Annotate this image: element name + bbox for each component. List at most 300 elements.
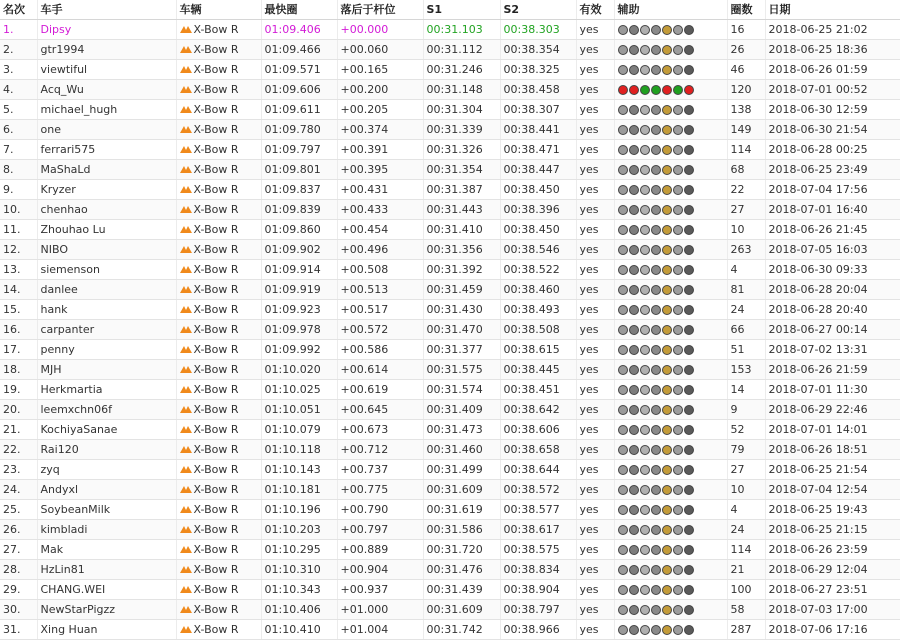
date-cell: 2018-07-03 17:00 [765, 600, 900, 620]
line-icon [673, 25, 683, 35]
driver-cell[interactable]: Rai120 [37, 440, 176, 460]
car-name: X-Bow R [193, 43, 239, 56]
driver-cell[interactable]: Andyxl [37, 480, 176, 500]
gear-icon [651, 205, 661, 215]
tc-icon [629, 65, 639, 75]
laps-cell: 24 [727, 520, 765, 540]
table-row[interactable] [0, 480, 900, 500]
abs-icon [618, 505, 628, 515]
driver-cell[interactable]: Zhouhao Lu [37, 220, 176, 240]
date-cell: 2018-06-27 23:51 [765, 580, 900, 600]
col-header-valid[interactable]: 有效 [576, 0, 614, 20]
abs-icon [618, 465, 628, 475]
valid-cell: yes [576, 280, 614, 300]
col-header-rank[interactable]: 名次 [0, 0, 37, 20]
damage-icon [684, 45, 694, 55]
tc-icon [629, 505, 639, 515]
ktm-logo-icon [180, 65, 192, 74]
table-row[interactable] [0, 160, 900, 180]
driver-cell[interactable]: siemenson [37, 260, 176, 280]
date-cell: 2018-06-28 20:04 [765, 280, 900, 300]
line-icon [673, 165, 683, 175]
driver-cell[interactable]: hank [37, 300, 176, 320]
driver-cell[interactable]: HzLin81 [37, 560, 176, 580]
abs-icon [618, 605, 628, 615]
s1-cell: 00:31.720 [423, 540, 500, 560]
best-lap-cell: 01:09.571 [261, 60, 337, 80]
table-row[interactable] [0, 340, 900, 360]
car-name: X-Bow R [193, 363, 239, 376]
table-row[interactable] [0, 100, 900, 120]
line-icon [673, 485, 683, 495]
assist-cell [614, 420, 727, 440]
car-name: X-Bow R [193, 523, 239, 536]
autoclutch-icon [662, 205, 672, 215]
valid-cell: yes [576, 200, 614, 220]
laps-cell: 149 [727, 120, 765, 140]
line-icon [673, 405, 683, 415]
best-lap-cell: 01:10.295 [261, 540, 337, 560]
stability-icon [640, 505, 650, 515]
stability-icon [640, 25, 650, 35]
abs-icon [618, 405, 628, 415]
gap-cell: +00.586 [337, 340, 423, 360]
car-cell [176, 100, 261, 120]
tc-icon [629, 585, 639, 595]
assist-cell [614, 140, 727, 160]
stability-icon [640, 285, 650, 295]
laps-cell: 22 [727, 180, 765, 200]
s2-cell: 00:38.797 [500, 600, 576, 620]
line-icon [673, 505, 683, 515]
line-icon [673, 465, 683, 475]
date-cell: 2018-06-25 21:54 [765, 460, 900, 480]
driver-cell[interactable]: penny [37, 340, 176, 360]
rank-cell: 17. [0, 340, 37, 360]
assist-icons [618, 465, 694, 475]
assist-cell [614, 380, 727, 400]
date-cell: 2018-06-26 21:59 [765, 360, 900, 380]
gear-icon [651, 185, 661, 195]
valid-cell: yes [576, 620, 614, 640]
table-row[interactable] [0, 300, 900, 320]
gear-icon [651, 225, 661, 235]
gear-icon [651, 65, 661, 75]
s2-cell: 00:38.834 [500, 560, 576, 580]
assist-icons [618, 185, 694, 195]
s1-cell: 00:31.148 [423, 80, 500, 100]
best-lap-cell: 01:10.118 [261, 440, 337, 460]
driver-cell[interactable]: zyq [37, 460, 176, 480]
autoclutch-icon [662, 145, 672, 155]
gear-icon [651, 545, 661, 555]
best-lap-cell: 01:09.466 [261, 40, 337, 60]
table-row[interactable] [0, 540, 900, 560]
best-lap-cell: 01:10.079 [261, 420, 337, 440]
table-row[interactable] [0, 620, 900, 640]
line-icon [673, 285, 683, 295]
best-lap-cell: 01:09.801 [261, 160, 337, 180]
gap-cell: +00.775 [337, 480, 423, 500]
gear-icon [651, 165, 661, 175]
rank-cell: 29. [0, 580, 37, 600]
driver-cell[interactable]: leemxchn06f [37, 400, 176, 420]
damage-icon [684, 445, 694, 455]
best-lap-cell: 01:09.611 [261, 100, 337, 120]
s2-cell: 00:38.396 [500, 200, 576, 220]
assist-cell [614, 580, 727, 600]
laps-cell: 100 [727, 580, 765, 600]
car-cell [176, 340, 261, 360]
gap-cell: +00.205 [337, 100, 423, 120]
s2-cell: 00:38.644 [500, 460, 576, 480]
autoclutch-icon [662, 45, 672, 55]
abs-icon [618, 265, 628, 275]
autoclutch-icon [662, 125, 672, 135]
car-cell [176, 580, 261, 600]
damage-icon [684, 85, 694, 95]
valid-cell: yes [576, 100, 614, 120]
gear-icon [651, 445, 661, 455]
table-row[interactable] [0, 240, 900, 260]
best-lap-cell: 01:09.406 [261, 20, 337, 40]
table-row[interactable] [0, 60, 900, 80]
table-row[interactable] [0, 260, 900, 280]
car-cell [176, 400, 261, 420]
gap-cell: +00.712 [337, 440, 423, 460]
assist-cell [614, 480, 727, 500]
laps-cell: 46 [727, 60, 765, 80]
assist-cell [614, 260, 727, 280]
table-row[interactable] [0, 120, 900, 140]
driver-cell[interactable]: MJH [37, 360, 176, 380]
car-name: X-Bow R [193, 23, 239, 36]
s1-cell: 00:31.392 [423, 260, 500, 280]
driver-cell[interactable]: Acq_Wu [37, 80, 176, 100]
car-cell [176, 460, 261, 480]
tc-icon [629, 105, 639, 115]
s2-cell: 00:38.508 [500, 320, 576, 340]
valid-cell: yes [576, 80, 614, 100]
table-row[interactable] [0, 200, 900, 220]
best-lap-cell: 01:10.181 [261, 480, 337, 500]
best-lap-cell: 01:09.606 [261, 80, 337, 100]
car-name: X-Bow R [193, 563, 239, 576]
line-icon [673, 65, 683, 75]
rank-cell: 16. [0, 320, 37, 340]
driver-cell[interactable]: viewtiful [37, 60, 176, 80]
autoclutch-icon [662, 225, 672, 235]
car-name: X-Bow R [193, 483, 239, 496]
col-header-date[interactable]: 日期 [765, 0, 900, 20]
damage-icon [684, 265, 694, 275]
car-cell [176, 320, 261, 340]
damage-icon [684, 285, 694, 295]
damage-icon [684, 545, 694, 555]
stability-icon [640, 165, 650, 175]
valid-cell: yes [576, 240, 614, 260]
line-icon [673, 585, 683, 595]
table-row[interactable] [0, 220, 900, 240]
table-row[interactable] [0, 560, 900, 580]
car-cell [176, 40, 261, 60]
assist-icons [618, 125, 694, 135]
valid-cell: yes [576, 120, 614, 140]
gap-cell: +00.937 [337, 580, 423, 600]
gear-icon [651, 145, 661, 155]
ktm-logo-icon [180, 125, 192, 134]
s2-cell: 00:38.325 [500, 60, 576, 80]
rank-cell: 11. [0, 220, 37, 240]
stability-icon [640, 365, 650, 375]
assist-cell [614, 340, 727, 360]
driver-cell[interactable]: Herkmartia [37, 380, 176, 400]
driver-cell[interactable]: Xing Huan [37, 620, 176, 640]
table-row[interactable] [0, 520, 900, 540]
table-row[interactable] [0, 420, 900, 440]
driver-cell[interactable]: CHANG.WEI [37, 580, 176, 600]
date-cell: 2018-06-30 09:33 [765, 260, 900, 280]
assist-cell [614, 240, 727, 260]
stability-icon [640, 325, 650, 335]
driver-cell[interactable]: KochiyaSanae [37, 420, 176, 440]
col-header-laps[interactable]: 圈数 [727, 0, 765, 20]
line-icon [673, 625, 683, 635]
col-header-s2[interactable]: S2 [500, 0, 576, 20]
valid-cell: yes [576, 40, 614, 60]
table-row[interactable] [0, 280, 900, 300]
table-row[interactable] [0, 440, 900, 460]
s2-cell: 00:38.447 [500, 160, 576, 180]
ktm-logo-icon [180, 585, 192, 594]
s2-cell: 00:38.546 [500, 240, 576, 260]
gear-icon [651, 525, 661, 535]
tc-icon [629, 225, 639, 235]
driver-cell[interactable]: gtr1994 [37, 40, 176, 60]
table-row[interactable] [0, 80, 900, 100]
date-cell: 2018-06-28 20:40 [765, 300, 900, 320]
col-header-car[interactable]: 车辆 [176, 0, 261, 20]
table-row[interactable] [0, 320, 900, 340]
gap-cell: +00.790 [337, 500, 423, 520]
abs-icon [618, 345, 628, 355]
line-icon [673, 145, 683, 155]
date-cell: 2018-07-06 17:16 [765, 620, 900, 640]
damage-icon [684, 485, 694, 495]
rank-cell: 14. [0, 280, 37, 300]
gear-icon [651, 325, 661, 335]
tc-icon [629, 125, 639, 135]
damage-icon [684, 405, 694, 415]
driver-cell[interactable]: chenhao [37, 200, 176, 220]
col-header-driver[interactable]: 车手 [37, 0, 176, 20]
car-name: X-Bow R [193, 123, 239, 136]
col-header-assist[interactable]: 辅助 [614, 0, 727, 20]
best-lap-cell: 01:09.780 [261, 120, 337, 140]
driver-cell[interactable]: carpanter [37, 320, 176, 340]
rank-cell: 22. [0, 440, 37, 460]
gear-icon [651, 585, 661, 595]
ktm-logo-icon [180, 185, 192, 194]
abs-icon [618, 165, 628, 175]
damage-icon [684, 125, 694, 135]
ktm-logo-icon [180, 25, 192, 34]
table-row[interactable] [0, 600, 900, 620]
assist-cell [614, 60, 727, 80]
ktm-logo-icon [180, 365, 192, 374]
stability-icon [640, 105, 650, 115]
valid-cell: yes [576, 500, 614, 520]
rank-cell: 19. [0, 380, 37, 400]
assist-cell [614, 40, 727, 60]
laps-cell: 21 [727, 560, 765, 580]
autoclutch-icon [662, 305, 672, 315]
s1-cell: 00:31.326 [423, 140, 500, 160]
autoclutch-icon [662, 505, 672, 515]
line-icon [673, 205, 683, 215]
s2-cell: 00:38.966 [500, 620, 576, 640]
laps-cell: 4 [727, 500, 765, 520]
assist-cell [614, 520, 727, 540]
table-row[interactable] [0, 400, 900, 420]
driver-cell[interactable]: ferrari575 [37, 140, 176, 160]
damage-icon [684, 585, 694, 595]
abs-icon [618, 85, 628, 95]
gap-cell: +00.454 [337, 220, 423, 240]
driver-cell[interactable]: SoybeanMilk [37, 500, 176, 520]
stability-icon [640, 525, 650, 535]
s1-cell: 00:31.459 [423, 280, 500, 300]
rank-cell: 25. [0, 500, 37, 520]
abs-icon [618, 145, 628, 155]
laps-cell: 27 [727, 460, 765, 480]
date-cell: 2018-06-30 12:59 [765, 100, 900, 120]
gap-cell: +00.572 [337, 320, 423, 340]
driver-cell[interactable]: michael_hugh [37, 100, 176, 120]
gap-cell: +00.000 [337, 20, 423, 40]
laps-cell: 79 [727, 440, 765, 460]
tc-icon [629, 205, 639, 215]
driver-cell[interactable]: one [37, 120, 176, 140]
table-row[interactable] [0, 360, 900, 380]
car-cell [176, 60, 261, 80]
autoclutch-icon [662, 285, 672, 295]
date-cell: 2018-06-25 18:36 [765, 40, 900, 60]
best-lap-cell: 01:10.310 [261, 560, 337, 580]
gap-cell: +00.431 [337, 180, 423, 200]
assist-cell [614, 440, 727, 460]
driver-cell[interactable]: Kryzer [37, 180, 176, 200]
stability-icon [640, 425, 650, 435]
assist-cell [614, 460, 727, 480]
col-header-gap[interactable]: 落后于杆位 [337, 0, 423, 20]
s1-cell: 00:31.609 [423, 480, 500, 500]
assist-icons [618, 25, 694, 35]
col-header-best-lap[interactable]: 最快圈 [261, 0, 337, 20]
valid-cell: yes [576, 420, 614, 440]
table-row[interactable] [0, 40, 900, 60]
driver-cell[interactable]: MaShaLd [37, 160, 176, 180]
gap-cell: +00.060 [337, 40, 423, 60]
autoclutch-icon [662, 325, 672, 335]
driver-cell[interactable]: NIBO [37, 240, 176, 260]
line-icon [673, 385, 683, 395]
driver-cell[interactable]: Mak [37, 540, 176, 560]
table-row[interactable] [0, 500, 900, 520]
gap-cell: +00.395 [337, 160, 423, 180]
assist-icons [618, 205, 694, 215]
abs-icon [618, 105, 628, 115]
tc-icon [629, 165, 639, 175]
table-row[interactable] [0, 180, 900, 200]
best-lap-cell: 01:10.203 [261, 520, 337, 540]
line-icon [673, 425, 683, 435]
table-row[interactable] [0, 140, 900, 160]
best-lap-cell: 01:09.839 [261, 200, 337, 220]
line-icon [673, 305, 683, 315]
stability-icon [640, 605, 650, 615]
driver-cell[interactable]: Dipsy [37, 20, 176, 40]
car-name: X-Bow R [193, 583, 239, 596]
autoclutch-icon [662, 385, 672, 395]
assist-cell [614, 300, 727, 320]
tc-icon [629, 605, 639, 615]
damage-icon [684, 185, 694, 195]
rank-cell: 3. [0, 60, 37, 80]
tc-icon [629, 465, 639, 475]
gear-icon [651, 285, 661, 295]
abs-icon [618, 25, 628, 35]
ktm-logo-icon [180, 105, 192, 114]
s2-cell: 00:38.642 [500, 400, 576, 420]
tc-icon [629, 385, 639, 395]
damage-icon [684, 105, 694, 115]
abs-icon [618, 205, 628, 215]
car-cell [176, 500, 261, 520]
rank-cell: 21. [0, 420, 37, 440]
rank-cell: 12. [0, 240, 37, 260]
driver-cell[interactable]: danlee [37, 280, 176, 300]
col-header-s1[interactable]: S1 [423, 0, 500, 20]
stability-icon [640, 385, 650, 395]
car-name: X-Bow R [193, 303, 239, 316]
car-cell [176, 180, 261, 200]
table-row[interactable] [0, 580, 900, 600]
s1-cell: 00:31.619 [423, 500, 500, 520]
valid-cell: yes [576, 560, 614, 580]
s2-cell: 00:38.307 [500, 100, 576, 120]
rank-cell: 4. [0, 80, 37, 100]
driver-cell[interactable]: NewStarPigzz [37, 600, 176, 620]
stability-icon [640, 65, 650, 75]
abs-icon [618, 305, 628, 315]
assist-icons [618, 325, 694, 335]
abs-icon [618, 545, 628, 555]
car-name: X-Bow R [193, 443, 239, 456]
ktm-logo-icon [180, 145, 192, 154]
laps-cell: 9 [727, 400, 765, 420]
header-row [0, 0, 900, 20]
laps-cell: 263 [727, 240, 765, 260]
s1-cell: 00:31.103 [423, 20, 500, 40]
table-row[interactable] [0, 380, 900, 400]
table-row[interactable] [0, 460, 900, 480]
assist-icons [618, 525, 694, 535]
table-row[interactable] [0, 20, 900, 40]
assist-icons [618, 285, 694, 295]
valid-cell: yes [576, 440, 614, 460]
driver-cell[interactable]: kimbladi [37, 520, 176, 540]
